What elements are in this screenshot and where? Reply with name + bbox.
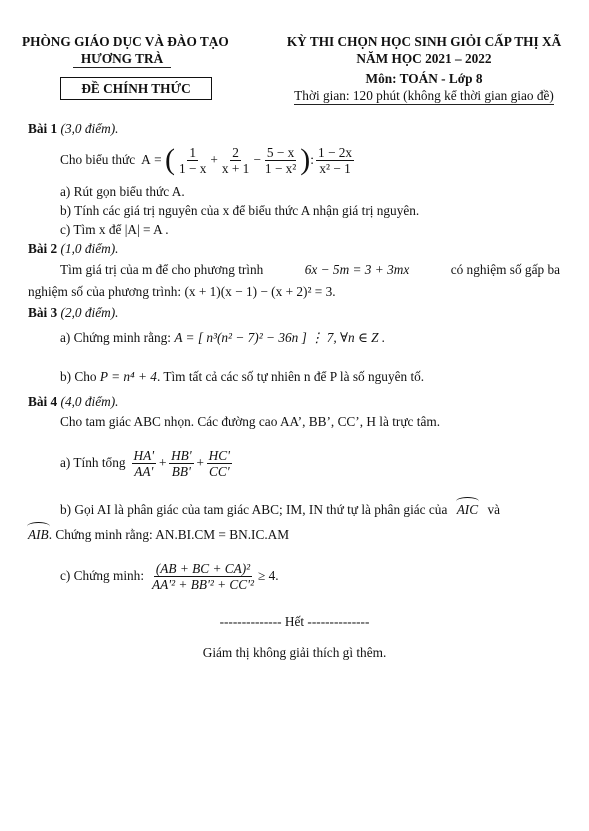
problem-2-line2: nghiệm số của phương trình: (x + 1)(x − 1) − (x + 2)² = 3.	[28, 284, 336, 299]
exam-title: KỲ THI CHỌN HỌC SINH GIỎI CẤP THỊ XÃ	[286, 34, 562, 49]
problem-4-b-line1: b) Gọi AI là phân giác của tam giác ABC; IM, IN thứ tự là phân giác của AIC và	[60, 502, 500, 517]
official-stamp: ĐỀ CHÍNH THỨC	[60, 77, 212, 100]
problem-1-heading: Bài 1 (3,0 điểm).	[28, 121, 119, 136]
district-name: HƯƠNG TRÀ	[22, 51, 222, 68]
angle-aib: AIB	[28, 527, 49, 542]
subject: Môn: TOÁN - Lớp 8	[365, 71, 483, 86]
problem-4-intro: Cho tam giác ABC nhọn. Các đường cao AA’, BB’, CC’, H là trực tâm.	[60, 414, 441, 429]
problem-2-heading: Bài 2 (1,0 điểm).	[28, 241, 119, 256]
problem-4-b-line2: AIB. Chứng minh rằng: AN.BI.CM = BN.IC.AM	[28, 527, 290, 542]
problem-3-heading: Bài 3 (2,0 điểm).	[28, 305, 119, 320]
school-year: NĂM HỌC 2021 – 2022	[356, 51, 492, 66]
department-name: PHÒNG GIÁO DỤC VÀ ĐÀO TẠO	[22, 34, 229, 49]
problem-3-b: b) Cho P = n⁴ + 4. Tìm tất cả các số tự nhiên n để P là số nguyên tố.	[60, 369, 425, 384]
angle-aic: AIC	[456, 502, 479, 517]
problem-4-heading: Bài 4 (4,0 điểm).	[28, 394, 119, 409]
problem-1-b: b) Tính các giá trị nguyên của x để biểu thức A nhận giá trị nguyên.	[60, 203, 420, 218]
problem-1-a: a) Rút gọn biểu thức A.	[60, 184, 185, 199]
problem-3-a: a) Chứng minh rằng: A = [ n³(n² − 7)² − 36n ] ⋮ 7, ∀n ∈ Z .	[60, 330, 386, 345]
problem-1-c: c) Tìm x để |A| = A .	[60, 222, 169, 237]
problem-1-expression: Cho biểu thức A = ( $\frac{1}{1 - x}$ + $\frac{2}{x + 1}$ − $\frac{5 - x}{\text{1 − x²}}$ ) : $\frac{1 - 2x}{\text{x² − 1}}$	[60, 143, 353, 176]
time-limit: Thời gian: 120 phút (không kể thời gian giao đề)	[294, 88, 554, 103]
problem-2-line1: Tìm giá trị của m để cho phương trình 6x − 5m = 3 + 3mx có nghiệm số gấp ba	[60, 262, 560, 277]
end-marker: -------------- Hết --------------	[219, 614, 370, 629]
proctor-note: Giám thị không giải thích gì thêm.	[202, 645, 387, 660]
problem-4-c: c) Chứng minh: $\frac{\text{(AB + BC + CA)²}}{\text{AA'² + BB'² + CC'²}}$ ≥ 4.	[60, 560, 279, 592]
problem-4-a: a) Tính tổng $\frac{HA'}{AA'}$ + $\frac{HB'}{BB'}$ + $\frac{HC'}{CC'}$	[60, 447, 230, 479]
